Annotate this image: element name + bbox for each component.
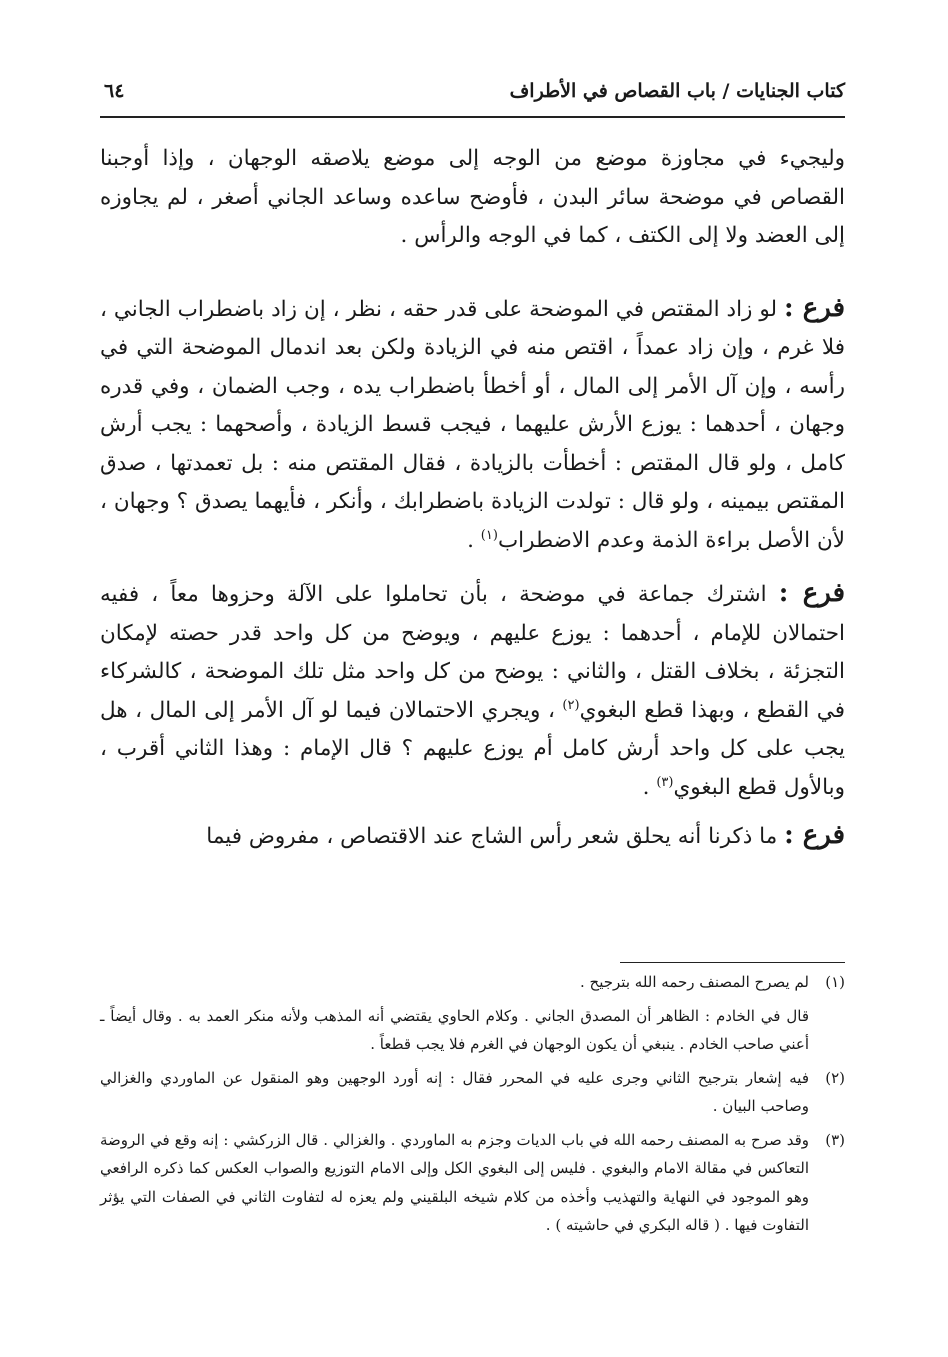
footnote-ref-3[interactable]: (٣) xyxy=(656,774,674,790)
branch-label: فرع : xyxy=(784,820,845,850)
footnote-2 xyxy=(100,1064,845,1121)
paragraph-1 xyxy=(100,140,845,256)
footnote-number: (١) xyxy=(825,973,845,991)
footnote-ref-2[interactable]: (٢) xyxy=(562,697,580,713)
paragraph-3-text-a: اشترك جماعة في موضحة ، بأن تحاملوا على الآلة وحزوها معاً ، ففيه احتمالان للإمام ، أحدهما : يوزع عليهم ، ويوضح من كل واحد قدر حصته لإمكان التجزئة ، بخلاف القتل ، والثاني : يوضح من كل واحد مثل تلك الموضحة ، كالشركاء في القطع ، وبهذا قطع البغوي xyxy=(100,582,846,723)
paragraph-4-text: ما ذكرنا أنه يحلق شعر رأس الشاج عند الاقتصاص ، مفروض فيما xyxy=(206,824,785,849)
paragraph-3-end: . xyxy=(642,774,657,800)
paragraph-4 xyxy=(100,816,845,857)
footnote-text: وقد صرح به المصنف رحمه الله في باب الديات وجزم به الماوردي . والغزالي . قال الزركشي : إنه وقع في الروضة التعاكس في مقالة الامام والبغوي . فليس إلى البغوي الكل وإلى الامام التوزيع والصواب العكس كما ذكره الرافعي وهو الموجود في النهاية والتهذيب وأخذه من كلام شيخه البلقيني ولم يعزه له لتفاوت الثاني في الصفات التي يؤثر التفاوت فيها . ( قاله البكري في حاشيته ) . xyxy=(100,1130,809,1234)
footnotes xyxy=(100,968,845,1245)
footnote-text: قال في الخادم : الظاهر أن المصدق الجاني . وكلام الحاوي يقتضي أنه المذهب ولأنه منكر العمد به . وقال أيضاً ـ أعني صاحب الخادم . ينبغي أن يكون الوجهان في الغرم فلا يجب قطعاً . xyxy=(100,1006,809,1053)
header-rule xyxy=(100,116,845,118)
header-title: كتاب الجنايات / باب القصاص في الأطراف xyxy=(509,80,845,102)
footnote-number: (٣) xyxy=(825,1130,845,1149)
paragraph-2-text: لو زاد المقتص في الموضحة على قدر حقه ، نظر ، إن زاد باضطراب الجاني ، فلا غرم ، وإن زاد عمداً ، اقتص منه في الزيادة ولكن بعد اندمال الموضحة التي في رأسه ، وإن آل الأمر إلى المال ، أو أخطأ باضطراب يده ، وجب الضمان ، وفي قدره وجهان ، أحدهما : يوزع الأرش عليهما ، فيجب قسط الزيادة ، وأصحهما : يجب أرش كامل ، ولو قال المقتص : أخطأت بالزيادة ، فقال المقتص منه : بل تعمدتها ، صدق المقتص بيمينه ، ولو قال : تولدت الزيادة باضطرابك ، وأنكر ، فأيهما يصدق ؟ وجهان ، لأن الأصل براءة الذمة وعدم الاضطراب xyxy=(100,296,845,553)
footnote-separator xyxy=(620,962,845,963)
footnote-number: (٢) xyxy=(825,1068,845,1087)
footnote-1-continuation xyxy=(100,1002,845,1059)
running-header xyxy=(100,78,845,114)
footnote-ref-1[interactable]: (١) xyxy=(480,527,498,543)
footnote-text: فيه إشعار بترجيح الثاني وجرى عليه في المحرر فقال : إنه أورد الوجهين وهو المنقول عن الماوردي والغزالي وصاحب البيان . xyxy=(100,1068,809,1115)
paragraph-gap xyxy=(100,807,845,816)
paragraph-3-text-b: ، ويجري الاحتمالان فيما لو آل الأمر إلى المال ، هل يجب على كل واحد أرش كامل أم يوزع عليهم ؟ قال الإمام : وهذا الثاني أقرب ، وبالأول قطع البغوي xyxy=(100,697,845,800)
page-number: ٦٤ xyxy=(104,80,125,102)
paragraph-3 xyxy=(100,574,845,807)
footnote-3 xyxy=(100,1126,845,1240)
paragraph-2 xyxy=(100,289,845,561)
branch-label: فرع : xyxy=(783,292,846,323)
paragraph-1-text: وليجيء في مجاوزة موضع من الوجه إلى موضع يلاصقه الوجهان ، وإذا أوجبنا القصاص في موضحة سائر البدن ، فأوضح ساعده وساعد الجاني أصغر ، لم يجاوزه إلى العضد ولا إلى الكتف ، كما في الوجه والرأس . xyxy=(100,146,845,248)
paragraph-2-end: . xyxy=(467,527,481,553)
branch-label: فرع : xyxy=(778,578,846,608)
footnote-text: لم يصرح المصنف رحمه الله بترجيح . xyxy=(580,973,809,991)
paragraph-gap xyxy=(100,560,845,574)
footnote-1 xyxy=(100,968,845,997)
main-text xyxy=(100,140,845,857)
paragraph-gap xyxy=(100,256,845,289)
